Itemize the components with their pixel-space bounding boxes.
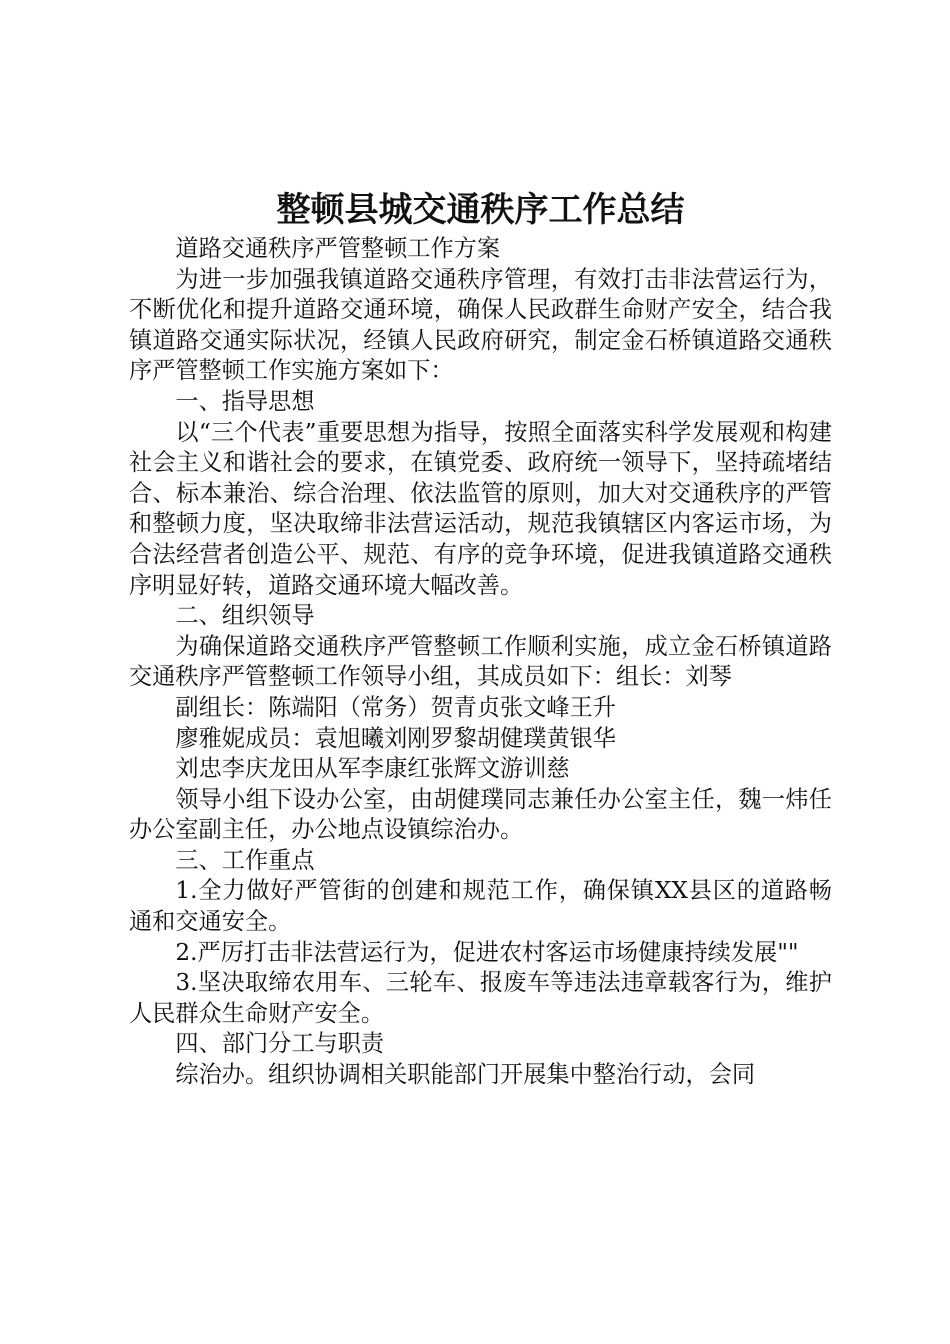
paragraph-members-1: 廖雅妮成员：袁旭曦刘刚罗黎胡健璞黄银华	[175, 724, 616, 752]
heading-organization: 二、组织领导	[175, 602, 315, 630]
document-body	[129, 234, 832, 1091]
paragraph-comprehensive-office: 综治办。组织协调相关职能部门开展集中整治行动，会同	[175, 1061, 756, 1089]
paragraph-office: 领导小组下设办公室，由胡健璞同志兼任办公室主任，魏一炜任办公室副主任，办公地点设镇综治办。	[129, 785, 832, 844]
paragraph-members-2: 刘忠李庆龙田从军李康红张辉文游训慈	[175, 755, 570, 783]
paragraph-task-1: 1.全力做好严管街的创建和规范工作，确保镇XX县区的道路畅通和交通安全。	[129, 877, 832, 936]
paragraph-organization: 为确保道路交通秩序严管整顿工作顺利实施，成立金石桥镇道路交通秩序严管整顿工作领导小组，其成员如下：组长：刘琴	[129, 632, 832, 691]
heading-key-tasks: 三、工作重点	[175, 846, 315, 874]
paragraph-task-3: 3.坚决取缔农用车、三轮车、报废车等违法违章载客行为，维护人民群众生命财产安全。	[129, 969, 832, 1027]
paragraph-intro: 为进一步加强我镇道路交通秩序管理，有效打击非法营运行为，不断优化和提升道路交通环境，确保人民政群生命财产安全，结合我镇道路交通实际状况，经镇人民政府研究，制定金石桥镇道路交通秩序严管整顿工作实施方案如下：	[129, 265, 832, 385]
paragraph-deputy-leaders: 副组长：陈端阳（常务）贺青贞张文峰王升	[175, 693, 616, 721]
paragraph-task-2: 2.严厉打击非法营运行为，促进农村客运市场健康持续发展""	[175, 938, 799, 966]
paragraph-plan-title: 道路交通秩序严管整顿工作方案	[175, 235, 501, 262]
heading-division-of-labor: 四、部门分工与职责	[175, 1030, 385, 1058]
document-title: 整顿县城交通秩序工作总结	[276, 190, 685, 230]
paragraph-guiding-ideology: 以“三个代表”重要思想为指导，按照全面落实科学发展观和构建社会主义和谐社会的要求，在镇党委、政府统一领导下，坚持疏堵结合、标本兼治、综合治理、依法监管的原则，加大对交通秩序的严管和整顿力度，坚决取缔非法营运活动，规范我镇辖区内客运市场，为合法经营者创造公平、规范、有序的竞争环境，促进我镇道路交通秩序明显好转，道路交通环境大幅改善。	[129, 418, 832, 599]
heading-guiding-ideology: 一、指导思想	[175, 387, 315, 415]
